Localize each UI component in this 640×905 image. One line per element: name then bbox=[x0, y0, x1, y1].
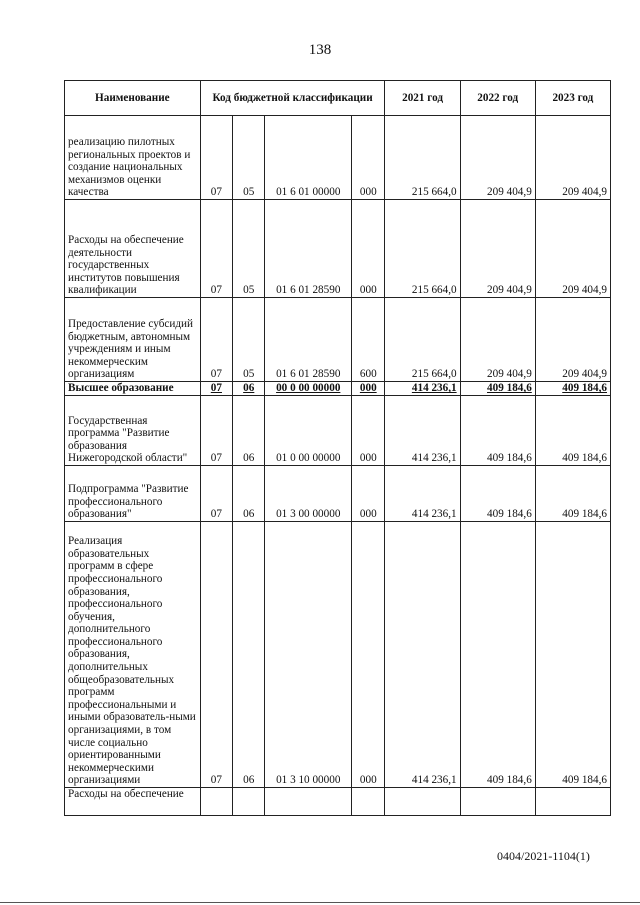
code-subsection: 06 bbox=[233, 466, 265, 522]
bottom-rule bbox=[0, 902, 640, 903]
header-2021: 2021 год bbox=[385, 81, 460, 116]
amount-2023: 209 404,9 bbox=[535, 200, 610, 298]
code-expense-type: 600 bbox=[352, 298, 385, 382]
row-name: Государственная программа "Развитие образования Нижегородской области" bbox=[65, 396, 201, 466]
budget-table bbox=[64, 80, 611, 816]
row-name: Подпрограмма "Развитие профессионального образования" bbox=[65, 466, 201, 522]
page-number: 138 bbox=[308, 42, 332, 58]
code-section: 07 bbox=[200, 466, 232, 522]
amount-2022: 409 184,6 bbox=[460, 382, 535, 396]
code-expense-type: 000 bbox=[352, 382, 385, 396]
amount-2021: 414 236,1 bbox=[385, 466, 460, 522]
amount-2023: 409 184,6 bbox=[535, 382, 610, 396]
code-subsection: 06 bbox=[233, 382, 265, 396]
code-expense-type: 000 bbox=[352, 522, 385, 788]
table-row bbox=[65, 522, 611, 788]
code-expense-type: 000 bbox=[352, 200, 385, 298]
amount-2021: 414 236,1 bbox=[385, 522, 460, 788]
code-section: 07 bbox=[200, 382, 232, 396]
amount-2022: 409 184,6 bbox=[460, 522, 535, 788]
header-name: Наименование bbox=[65, 81, 201, 116]
document-id: 0404/2021-1104(1) bbox=[497, 849, 590, 863]
header-2022: 2022 год bbox=[460, 81, 535, 116]
code-subsection bbox=[233, 788, 265, 816]
amount-2021: 215 664,0 bbox=[385, 200, 460, 298]
code-subsection: 05 bbox=[233, 116, 265, 200]
code-expense-type: 000 bbox=[352, 396, 385, 466]
amount-2022: 209 404,9 bbox=[460, 116, 535, 200]
table-row bbox=[65, 396, 611, 466]
amount-2023: 409 184,6 bbox=[535, 396, 610, 466]
code-target-article: 01 3 10 00000 bbox=[265, 522, 352, 788]
amount-2022: 209 404,9 bbox=[460, 200, 535, 298]
amount-2021: 414 236,1 bbox=[385, 396, 460, 466]
code-subsection: 06 bbox=[233, 396, 265, 466]
amount-2022 bbox=[460, 788, 535, 816]
row-name: Предоставление субсидий бюджетным, автономным учреждениям и иным некоммерческим организациям bbox=[65, 298, 201, 382]
code-target-article: 01 6 01 28590 bbox=[265, 298, 352, 382]
table-row bbox=[65, 200, 611, 298]
amount-2022: 209 404,9 bbox=[460, 298, 535, 382]
row-name: Реализация образовательных программ в сфере профессионального образования, профессионального обучения, дополнительного профессионального образования, дополнительных общеобразовательных программ профессиональными и иными образователь-ными организациями, в том числе социально ориентированными некоммерческими организациями bbox=[65, 522, 201, 788]
table-row bbox=[65, 298, 611, 382]
table-row bbox=[65, 466, 611, 522]
row-name: реализацию пилотных региональных проектов и создание национальных механизмов оценки качества bbox=[65, 116, 201, 200]
amount-2021 bbox=[385, 788, 460, 816]
code-target-article bbox=[265, 788, 352, 816]
amount-2022: 409 184,6 bbox=[460, 396, 535, 466]
code-target-article: 01 0 00 00000 bbox=[265, 396, 352, 466]
table-body bbox=[65, 116, 611, 816]
amount-2021: 215 664,0 bbox=[385, 116, 460, 200]
code-subsection: 06 bbox=[233, 522, 265, 788]
table-header-row bbox=[65, 81, 611, 116]
table-row bbox=[65, 116, 611, 200]
header-code: Код бюджетной классификации bbox=[200, 81, 385, 116]
amount-2022: 409 184,6 bbox=[460, 466, 535, 522]
code-section bbox=[200, 788, 232, 816]
row-name: Расходы на обеспечение bbox=[65, 788, 201, 816]
code-expense-type bbox=[352, 788, 385, 816]
table-row bbox=[65, 382, 611, 396]
code-section: 07 bbox=[200, 200, 232, 298]
code-section: 07 bbox=[200, 298, 232, 382]
row-name: Расходы на обеспечение деятельности государственных институтов повышения квалификации bbox=[65, 200, 201, 298]
code-section: 07 bbox=[200, 522, 232, 788]
code-subsection: 05 bbox=[233, 298, 265, 382]
amount-2021: 414 236,1 bbox=[385, 382, 460, 396]
code-target-article: 01 6 01 00000 bbox=[265, 116, 352, 200]
code-expense-type: 000 bbox=[352, 116, 385, 200]
amount-2021: 215 664,0 bbox=[385, 298, 460, 382]
amount-2023: 409 184,6 bbox=[535, 522, 610, 788]
header-2023: 2023 год bbox=[535, 81, 610, 116]
code-target-article: 01 3 00 00000 bbox=[265, 466, 352, 522]
code-expense-type: 000 bbox=[352, 466, 385, 522]
amount-2023: 209 404,9 bbox=[535, 298, 610, 382]
amount-2023: 209 404,9 bbox=[535, 116, 610, 200]
code-subsection: 05 bbox=[233, 200, 265, 298]
code-target-article: 00 0 00 00000 bbox=[265, 382, 352, 396]
amount-2023 bbox=[535, 788, 610, 816]
code-section: 07 bbox=[200, 116, 232, 200]
code-section: 07 bbox=[200, 396, 232, 466]
table-row bbox=[65, 788, 611, 816]
code-target-article: 01 6 01 28590 bbox=[265, 200, 352, 298]
amount-2023: 409 184,6 bbox=[535, 466, 610, 522]
row-name: Высшее образование bbox=[65, 382, 201, 396]
